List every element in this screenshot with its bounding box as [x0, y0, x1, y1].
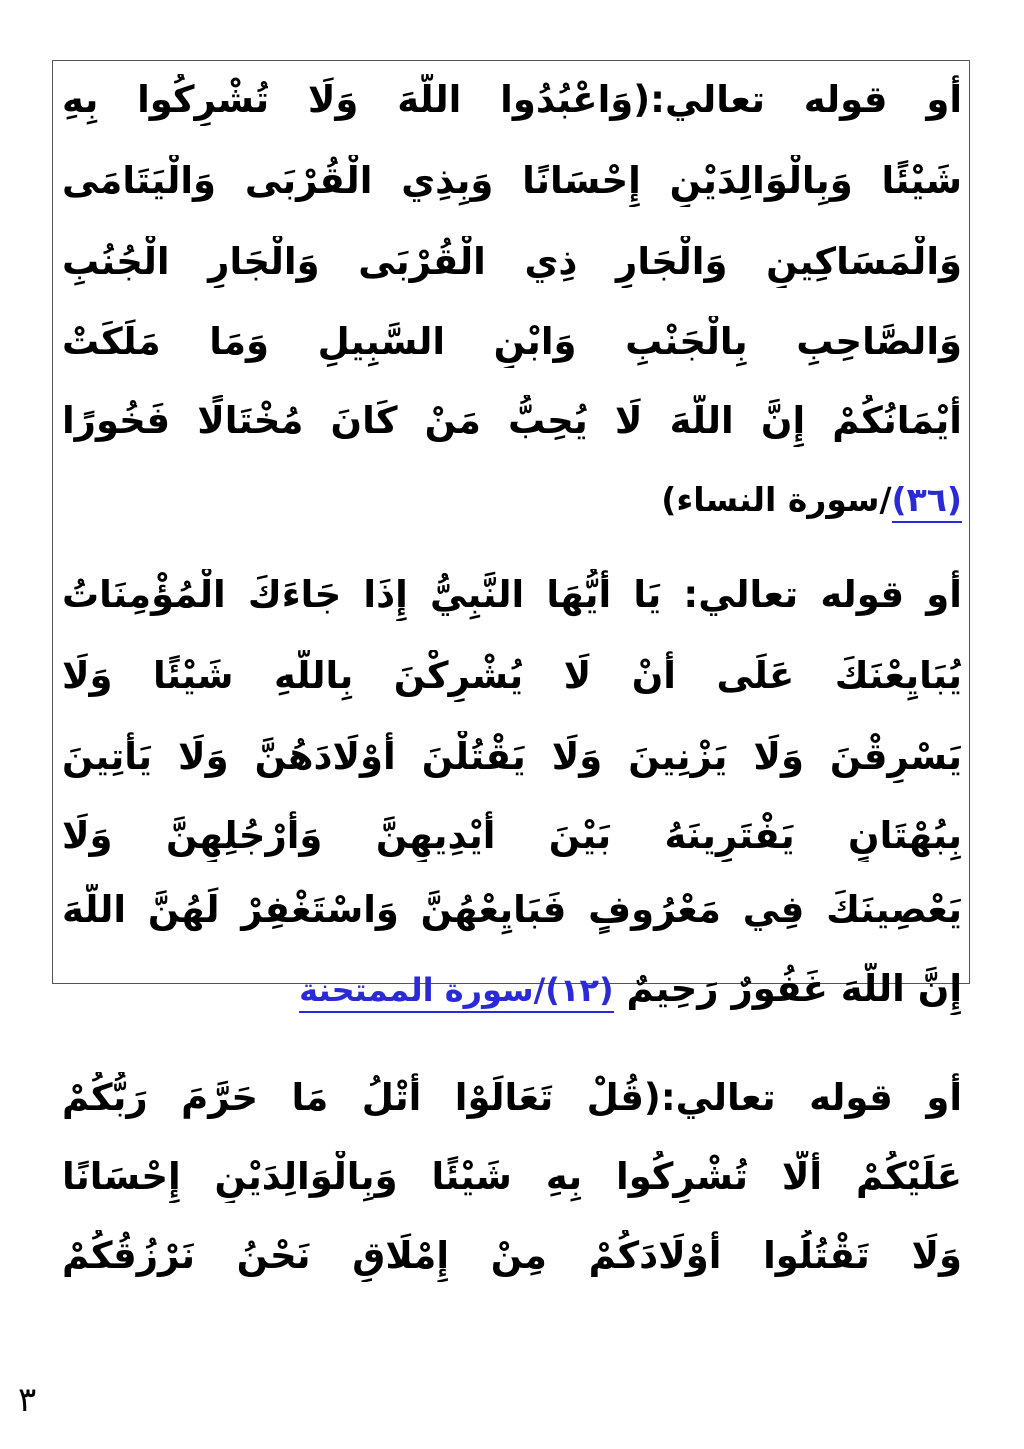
passage-2-last-text: إِنَّ اللَّهَ غَفُورٌ رَحِيمٌ — [626, 967, 962, 1010]
reference-number: (٣٦) — [892, 480, 962, 523]
page-number: ٣ — [18, 1380, 37, 1420]
passage-1-line-5: أَيْمَانُكُمْ إِنَّ اللَّهَ لَا يُحِبُّ مَنْ كَانَ مُخْتَالًا فَخُورًا — [62, 399, 962, 442]
passage-3-line-3: وَلَا تَقْتُلُوا أَوْلَادَكُمْ مِنْ إِمْلَاقٍ نَحْنُ نَرْزُقُكُمْ — [62, 1234, 962, 1277]
passage-3-line-1: أو قوله تعالي:(قُلْ تَعَالَوْا أَتْلُ مَا حَرَّمَ رَبُّكُمْ — [62, 1076, 962, 1119]
passage-3-line-2: عَلَيْكُمْ أَلَّا تُشْرِكُوا بِهِ شَيْئًا وَبِالْوَالِدَيْنِ إِحْسَانًا — [62, 1155, 962, 1198]
passage-1-line-4: وَالصَّاحِبِ بِالْجَنْبِ وَابْنِ السَّبِيلِ وَمَا مَلَكَتْ — [62, 320, 962, 363]
passage-2-last-line — [62, 963, 962, 1015]
passage-1-line-2: شَيْئًا وَبِالْوَالِدَيْنِ إِحْسَانًا وَبِذِي الْقُرْبَى وَالْيَتَامَى — [62, 159, 962, 202]
passage-2-line-5: يَعْصِينَكَ فِي مَعْرُوفٍ فَبَايِعْهُنَّ وَاسْتَغْفِرْ لَهُنَّ اللَّهَ — [62, 888, 962, 931]
passage-1-reference — [62, 474, 962, 526]
passage-1-line-1: أو قوله تعالي:(وَاعْبُدُوا اللَّهَ وَلَا تُشْرِكُوا بِهِ — [62, 78, 962, 121]
passage-2-line-3: يَسْرِقْنَ وَلَا يَزْنِينَ وَلَا يَقْتُلْنَ أَوْلَادَهُنَّ وَلَا يَأْتِينَ — [62, 735, 962, 778]
passage-2-line-4: بِبُهْتَانٍ يَفْتَرِينَهُ بَيْنَ أَيْدِيهِنَّ وَأَرْجُلِهِنَّ وَلَا — [62, 814, 962, 857]
passage-2-line-1: أو قوله تعالي: يَا أَيُّهَا النَّبِيُّ إِذَا جَاءَكَ الْمُؤْمِنَاتُ — [62, 573, 962, 616]
passage-2-reference: (١٢)/سورة الممتحنة — [299, 971, 613, 1013]
reference-surah: /سورة النساء) — [661, 480, 892, 519]
passage-1-line-3: وَالْمَسَاكِينِ وَالْجَارِ ذِي الْقُرْبَى وَالْجَارِ الْجُنُبِ — [62, 240, 962, 283]
passage-2-line-2: يُبَايِعْنَكَ عَلَى أَنْ لَا يُشْرِكْنَ بِاللَّهِ شَيْئًا وَلَا — [62, 654, 962, 697]
